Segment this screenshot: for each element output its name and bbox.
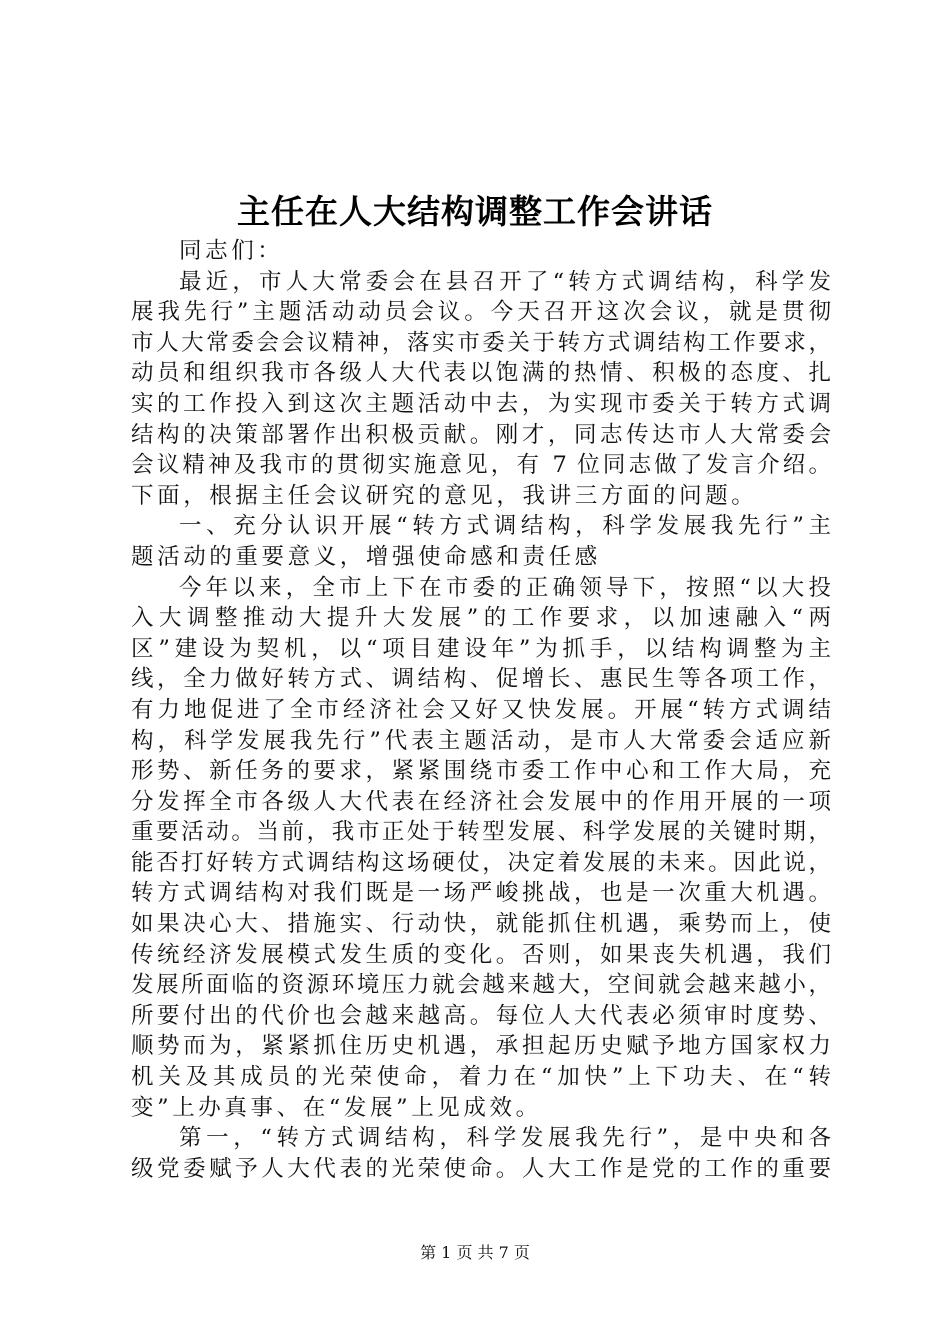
text-line: 实的工作投入到这次主题活动中去，为实现市委关于转方式调 [131,390,831,417]
text-line: 转方式调结构对我们既是一场严峻挑战，也是一次重大机遇。 [131,880,831,907]
text-line: 今年以来，全市上下在市委的正确领导下，按照“以大投 [179,574,831,601]
text-line: 市人大常委会会议精神，落实市委关于转方式调结构工作要求， [131,329,831,356]
text-line: 发展所面临的资源环境压力就会越来越大，空间就会越来越小， [131,972,831,999]
text-line: 题活动的重要意义，增强使命感和责任感 [131,543,601,570]
text-line: 传统经济发展模式发生质的变化。否则，如果丧失机遇，我们 [131,941,831,968]
text-line: 第一，“转方式调结构，科学发展我先行”，是中央和各 [179,1125,831,1152]
text-line: 最近，市人大常委会在县召开了“转方式调结构，科学发 [179,268,831,295]
text-line: 有力地促进了全市经济社会又好又快发展。开展“转方式调结 [131,696,831,723]
text-line: 分发挥全市各级人大代表在经济社会发展中的作用开展的一项 [131,788,831,815]
text-line: 级党委赋予人大代表的光荣使命。人大工作是党的工作的重要 [131,1155,831,1182]
text-line: 构，科学发展我先行”代表主题活动，是市人大常委会适应新 [131,727,831,754]
text-line: 动员和组织我市各级人大代表以饱满的热情、积极的态度、扎 [131,360,831,387]
text-line: 一、充分认识开展“转方式调结构，科学发展我先行”主 [179,513,831,540]
text-line: 下面，根据主任会议研究的意见，我讲三方面的问题。 [131,482,758,509]
text-line: 所要付出的代价也会越来越高。每位人大代表必须审时度势、 [131,1002,831,1029]
text-line: 机关及其成员的光荣使命，着力在“加快”上下功夫、在“转 [131,1064,831,1091]
document-body [131,236,831,1184]
text-line: 能否打好转方式调结构这场硬仗，决定着发展的未来。因此说， [131,849,831,876]
page-indicator: 第 1 页 共 7 页 [420,1243,530,1262]
text-line: 变”上办真事、在“发展”上见成效。 [131,1094,542,1121]
text-line: 同志们： [179,238,284,264]
text-line: 展我先行”主题活动动员会议。今天召开这次会议，就是贯彻 [131,299,831,326]
text-line: 线，全力做好转方式、调结构、促增长、惠民生等各项工作， [131,666,831,693]
text-line: 结构的决策部署作出积极贡献。刚才，同志传达市人大常委会 [131,421,831,448]
text-line: 重要活动。当前，我市正处于转型发展、科学发展的关键时期， [131,819,831,846]
text-line: 如果决心大、措施实、行动快，就能抓住机遇，乘势而上，使 [131,911,831,938]
text-line: 形势、新任务的要求，紧紧围绕市委工作中心和工作大局，充 [131,758,831,785]
document-title: 主任在人大结构调整工作会讲话 [237,192,713,231]
text-line: 区”建设为契机，以“项目建设年”为抓手，以结构调整为主 [131,635,831,662]
text-line: 顺势而为，紧紧抓住历史机遇，承担起历史赋予地方国家权力 [131,1033,831,1060]
text-line: 入大调整推动大提升大发展”的工作要求，以加速融入“两 [131,605,831,632]
text-line: 会议精神及我市的贯彻实施意见，有 7 位同志做了发言介绍。 [131,452,831,479]
